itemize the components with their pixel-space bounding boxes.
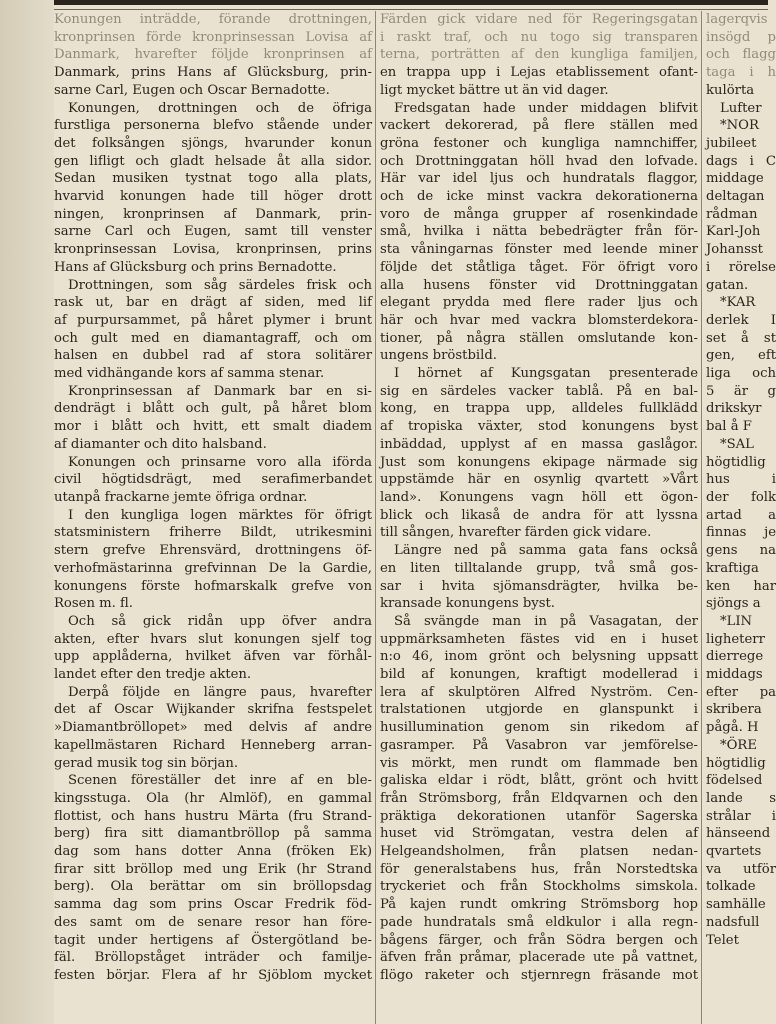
text-line: flögo raketer och stjernregn fräsande mot [380,967,698,983]
text-line: nadsfull [706,914,760,930]
text-line: bild af konungen, kraftigt modellerad i [380,667,698,683]
text-line: *ÖRE [720,737,757,753]
text-line: en liten tilltalande grupp, två små gos- [380,560,698,576]
text-line: gasramper. På Vasabron var jemförelse- [380,737,698,753]
text-line: mor i blått och hvitt, ett smalt diadem [54,419,372,435]
text-line: konungens förste hofmarskalk grefve von [54,578,372,594]
text-line: sta våningarnas fönster med leende miner [380,242,698,258]
text-line: vis mörkt, men rundt om flammade ben [380,755,698,771]
text-line: festen börjar. Flera af hr Sjöblom mycket [54,967,372,983]
text-line: drikskyr [706,401,762,417]
column-2 [380,11,698,1024]
text-line: kapellmästaren Richard Henneberg arran- [54,737,372,753]
text-line: och flagg [706,47,776,63]
text-line: samhälle [706,897,766,913]
text-line: gröna festoner och kungliga namnchiffer, [380,135,698,151]
text-line: följde det ståtliga tåget. För öfrigt voro [380,259,698,275]
text-line: från Strömsborg, från Eldqvarnen och den [380,790,698,806]
text-line: Och så gick ridån upp öfver andra [68,613,372,629]
text-line: sar i hvita sjömansdrägter, hvilka be- [380,578,698,594]
text-line: halsen en dubbel rad af stora solitärer [54,348,372,364]
column-rule-1 [375,11,376,1024]
text-line: uppmärksamheten fästes vid en i huset [380,631,698,647]
text-line: kronprinsen förde kronprinsessan Lovisa af [54,29,372,45]
text-line: sarne Carl, Eugen och Oscar Bernadotte. [54,82,330,98]
text-line: Hans af Glücksburg och prins Bernadotte. [54,259,337,275]
column-rule-2 [701,11,702,1024]
text-line: skribera [706,702,762,718]
text-line: der folk [706,489,776,505]
text-line: I hörnet af Kungsgatan presenterade [394,366,698,382]
text-line: *SAL [720,436,754,452]
text-line: bågens färger, och från Södra bergen och [380,932,698,948]
text-line: Fredsgatan hade under middagen blifvit [394,100,698,116]
text-line: strålar i [706,808,776,824]
text-line: furstliga personerna blefvo stående under [54,118,372,134]
text-line: huset vid Strömgatan, vestra delen af [380,826,698,842]
text-line: i raskt traf, och nu togo sig transparen [380,29,698,45]
text-line: tryckeriet och från Stockholms simskola. [380,879,698,895]
text-line: kingsstuga. Ola (hr Almlöf), en gammal [54,790,372,806]
text-line: berg). Ola berättar om sin bröllopsdag [54,879,372,895]
text-line: dierrege [706,649,764,665]
text-line: Lufter [720,100,762,116]
text-line: hus i [706,472,776,488]
text-line: utanpå frackarne jemte öfriga ordnar. [54,489,308,505]
text-line: flottist, och hans hustru Märta (fru Strand- [54,808,372,824]
text-line: dendrägt i blått och gult, på håret blom [54,401,372,417]
column-3 [706,11,776,1024]
text-line: elegant prydda med flere rader ljus och [380,295,698,311]
text-line: sjöngs a [706,596,761,612]
text-line: Karl-Joh [706,224,761,240]
text-line: tioner, på några ställen omslutande kon- [380,330,698,346]
text-line: tralstationen utgjorde en glanspunkt i [380,702,698,718]
text-line: för generalstabens hus, från Norstedtska [380,861,698,877]
text-line: va utför [706,861,776,877]
text-line: civil högtidsdrägt, med serafimerbandet [54,472,372,488]
text-line: Danmark, prins Hans af Glücksburg, prin- [54,65,372,81]
text-line: kransade konungens byst. [380,596,555,612]
text-line: samma dag som prins Oscar Fredrik föd- [54,897,372,913]
text-line: gerad musik tog sin början. [54,755,239,771]
text-line: stern grefve Ehrensvärd, drottningens öf- [54,543,372,559]
text-line: hänseend [706,826,771,842]
text-line: *LIN [720,613,753,629]
text-line: derlek I [706,312,776,328]
text-line: lagerqvis [706,12,768,27]
text-line: lera af skulptören Alfred Nyström. Cen- [380,684,698,700]
text-line: ningen, kronprinsen af Danmark, prin- [54,206,372,222]
text-line: Kronprinsessan af Danmark bar en si- [68,383,372,399]
text-line: af diamanter och dito halsband. [54,436,267,452]
text-line: Så svängde man in på Vasagatan, der [394,613,698,629]
text-line: uppstämde här en osynlig qvartett »Vårt [380,472,698,488]
text-line: gens na [706,543,776,559]
text-line: 5 är g [706,383,776,399]
text-line: Längre ned på samma gata fans också [394,543,698,559]
text-line: middage [706,171,764,187]
text-line: »Diamantbröllopet» med delvis af andre [54,720,372,736]
text-line: statsministern friherre Bildt, utrikesmini [54,525,372,541]
text-line: gen lifligt och gladt helsade åt alla sidor. [54,153,372,169]
text-line: insögd p [706,29,776,45]
text-line: kong, en trappa upp, alldeles fullklädd [380,401,698,417]
text-line: blick och likaså de andra för att lyssna [380,507,698,523]
text-line: i rörelse [706,259,776,275]
text-line: kronprinsessan Lovisa, kronprinsen, prins [54,242,372,258]
text-line: fäl. Bröllopståget inträder och familje- [54,950,372,966]
text-line: äfven från pråmar, placerade ute på vattnet, [380,950,698,966]
text-line: Derpå följde en längre paus, hvarefter [68,684,372,700]
text-line: inbäddad, upplyst af en massa gaslågor. [380,436,698,452]
text-line: ligt mycket bättre ut än vid dager. [380,82,609,98]
header-rule-thick [54,0,768,5]
text-line: deltagan [706,189,765,205]
text-line: taga i h [706,65,776,81]
text-line: det folksången sjöngs, hvarunder konun [54,135,372,151]
text-line: firar sitt bröllop med ung Erik (hr Strand [54,861,372,877]
text-line: pågå. H [706,720,759,736]
text-line: finnas je [706,525,776,541]
text-line: tolkade [706,879,756,895]
text-line: *KAR [720,295,756,311]
text-line: Konungen inträdde, förande drottningen, [54,12,372,27]
column-1 [54,11,372,1024]
text-line: präktiga dekorationen utanför Sagerska [380,808,698,824]
text-line: af purpursammet, på håret plymer i brunt [54,312,372,328]
text-line: verhofmästarinna grefvinnan De la Gardie, [54,560,372,576]
text-line: artad a [706,507,776,523]
text-line: voro de många grupper af rosenkindade [380,206,698,222]
text-line: ken har [706,578,776,594]
text-line: rådman [706,206,758,222]
text-line: land». Konungens vagn höll ett ögon- [380,489,698,505]
text-line: middags [706,667,763,683]
text-line: husillumination genom sin rikedom af [380,720,698,736]
text-line: Färden gick vidare ned för Regeringsgatan [380,12,698,27]
text-line: terna, porträtten af den kungliga familjen, [380,47,698,63]
text-line: Danmark, hvarefter följde kronprinsen af [54,47,372,63]
text-line: små, hvilka i nätta bebedrägter från för- [380,224,698,240]
text-line: berg) fira sitt diamantbröllop på samma [54,826,372,842]
text-line: Scenen föreställer det inre af en ble- [68,773,372,789]
text-line: och gult med en diamantagraff, och om [54,330,372,346]
text-line: landet efter den tredje akten. [54,667,252,683]
text-line: bal å F [706,419,752,435]
text-line: kulörta [706,82,755,98]
text-line: jubileet [706,135,757,151]
text-line: kraftiga [706,560,759,576]
header-rule-thin [54,9,768,10]
text-line: Just som konungens ekipage närmade sig [380,454,698,470]
text-line: n:o 46, inom grönt och belysning uppsatt [380,649,698,665]
text-line: sig en särdeles vacker tablå. På en bal- [380,383,698,399]
text-line: Helgeandsholmen, från platsen nedan- [380,844,698,860]
text-line: Johansst [706,242,763,258]
text-line: det af Oscar Wijkander skrifna festspelet [54,702,372,718]
text-line: och de icke minst vackra dekorationerna [380,189,698,205]
text-line: pade hundratals små eldkulor i alla regn- [380,914,698,930]
text-line: vackert dekorerad, på flere ställen med [380,118,698,134]
text-line: I den kungliga logen märktes för öfrigt [68,507,372,523]
text-line: liga och [706,366,776,382]
text-line: På kajen rundt omkring Strömsborg hop [380,897,698,913]
text-line: dag som hans dotter Anna (fröken Ek) [54,844,372,860]
text-line: med vidhängande kors af samma stenar. [54,366,325,382]
text-line: och Drottninggatan höll hvad den lofvade. [380,153,698,169]
text-line: födelsed [706,773,763,789]
text-line: Konungen, drottningen och de öfriga [68,100,372,116]
text-line: af tropiska växter, stod konungens byst [380,419,698,435]
text-line: gatan. [706,277,749,293]
text-line: gen, eft [706,348,776,364]
text-line: qvartets [706,844,762,860]
text-line: set å st [706,330,776,346]
text-line: Sedan musiken tystnat togo alla plats, [54,171,372,187]
text-line: Drottningen, som såg särdeles frisk och [68,277,372,293]
text-line: upp applåderna, hvilket äfven var förhål- [54,649,372,665]
text-line: des samt om de senare resor han före- [54,914,372,930]
text-line: Rosen m. fl. [54,596,134,612]
text-line: till sången, hvarefter färden gick vidare. [380,525,652,541]
text-line: dags i C [706,153,776,169]
text-line: Konungen och prinsarne voro alla iförda [68,454,372,470]
text-line: högtidlig [706,454,766,470]
text-line: akten, efter hvars slut konungen sjelf tog [54,631,372,647]
page-left-margin [0,0,54,1024]
text-line: en trappa upp i Lejas etablissement ofant- [380,65,698,81]
text-line: här och hvar med vackra blomsterdekora- [380,312,698,328]
text-line: *NOR [720,118,759,134]
text-line: sarne Carl och Eugen, samt till venster [54,224,372,240]
text-line: hvarvid konungen hade till höger drott [54,189,372,205]
text-line: alla husens fönster vid Drottninggatan [380,277,698,293]
text-line: galiska eldar i rödt, blått, grönt och hvitt [380,773,698,789]
text-line: Telet [706,932,739,948]
text-line: lande s [706,790,776,806]
text-line: efter pa [706,684,776,700]
text-line: ungens bröstbild. [380,348,497,364]
text-line: ligheterr [706,631,765,647]
text-line: högtidlig [706,755,766,771]
text-line: Här var idel ljus och hundratals flaggor, [380,171,698,187]
text-line: tagit under hertigens af Östergötland be- [54,932,372,948]
text-line: rask ut, bar en drägt af siden, med lif [54,295,372,311]
